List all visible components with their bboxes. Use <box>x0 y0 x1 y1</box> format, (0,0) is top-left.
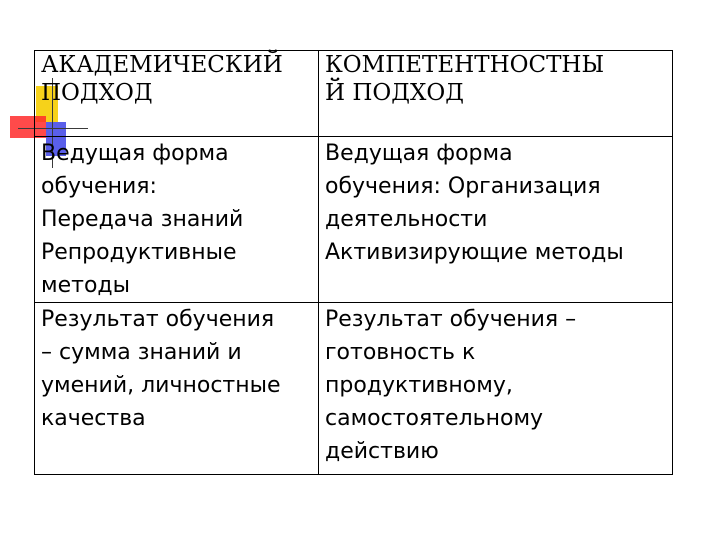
cell-line: – сумма знаний и <box>41 340 242 365</box>
cell-academic-result <box>35 303 319 475</box>
header-competence-approach <box>319 51 673 137</box>
cell-line: действию <box>325 439 439 464</box>
cell-line: качества <box>41 406 146 431</box>
cell-line: продуктивному, <box>325 373 513 398</box>
cell-line: Результат обучения <box>41 307 275 332</box>
cell-line: Передача знаний <box>41 207 244 232</box>
cell-line: методы <box>41 273 130 298</box>
header-competence-line: КОМПЕТЕНТНОСТНЫ <box>325 52 605 78</box>
cell-line: самостоятельному <box>325 406 544 431</box>
cell-academic-form-methods <box>35 137 319 303</box>
cell-line: Ведущая форма <box>325 141 513 166</box>
cell-line: обучения: Организация <box>325 174 601 199</box>
header-academic-line: ПОДХОД <box>41 80 153 106</box>
cell-line: Активизирующие методы <box>325 240 624 265</box>
cell-line: Результат обучения – <box>325 307 577 332</box>
table-row <box>35 137 673 303</box>
table-row <box>35 303 673 475</box>
cell-line: Репродуктивные <box>41 240 237 265</box>
header-row <box>35 51 673 137</box>
header-competence-line: Й ПОДХОД <box>325 80 464 106</box>
cell-line: деятельности <box>325 207 488 232</box>
comparison-table <box>34 50 673 475</box>
cell-line: Ведущая форма <box>41 141 229 166</box>
cell-line: обучения: <box>41 174 157 199</box>
cell-competence-result <box>319 303 673 475</box>
header-academic-approach <box>35 51 319 137</box>
cell-line: умений, личностные <box>41 373 281 398</box>
header-academic-line: АКАДЕМИЧЕСКИЙ <box>41 52 283 78</box>
cell-line: готовность к <box>325 340 476 365</box>
cell-competence-form-methods <box>319 137 673 303</box>
